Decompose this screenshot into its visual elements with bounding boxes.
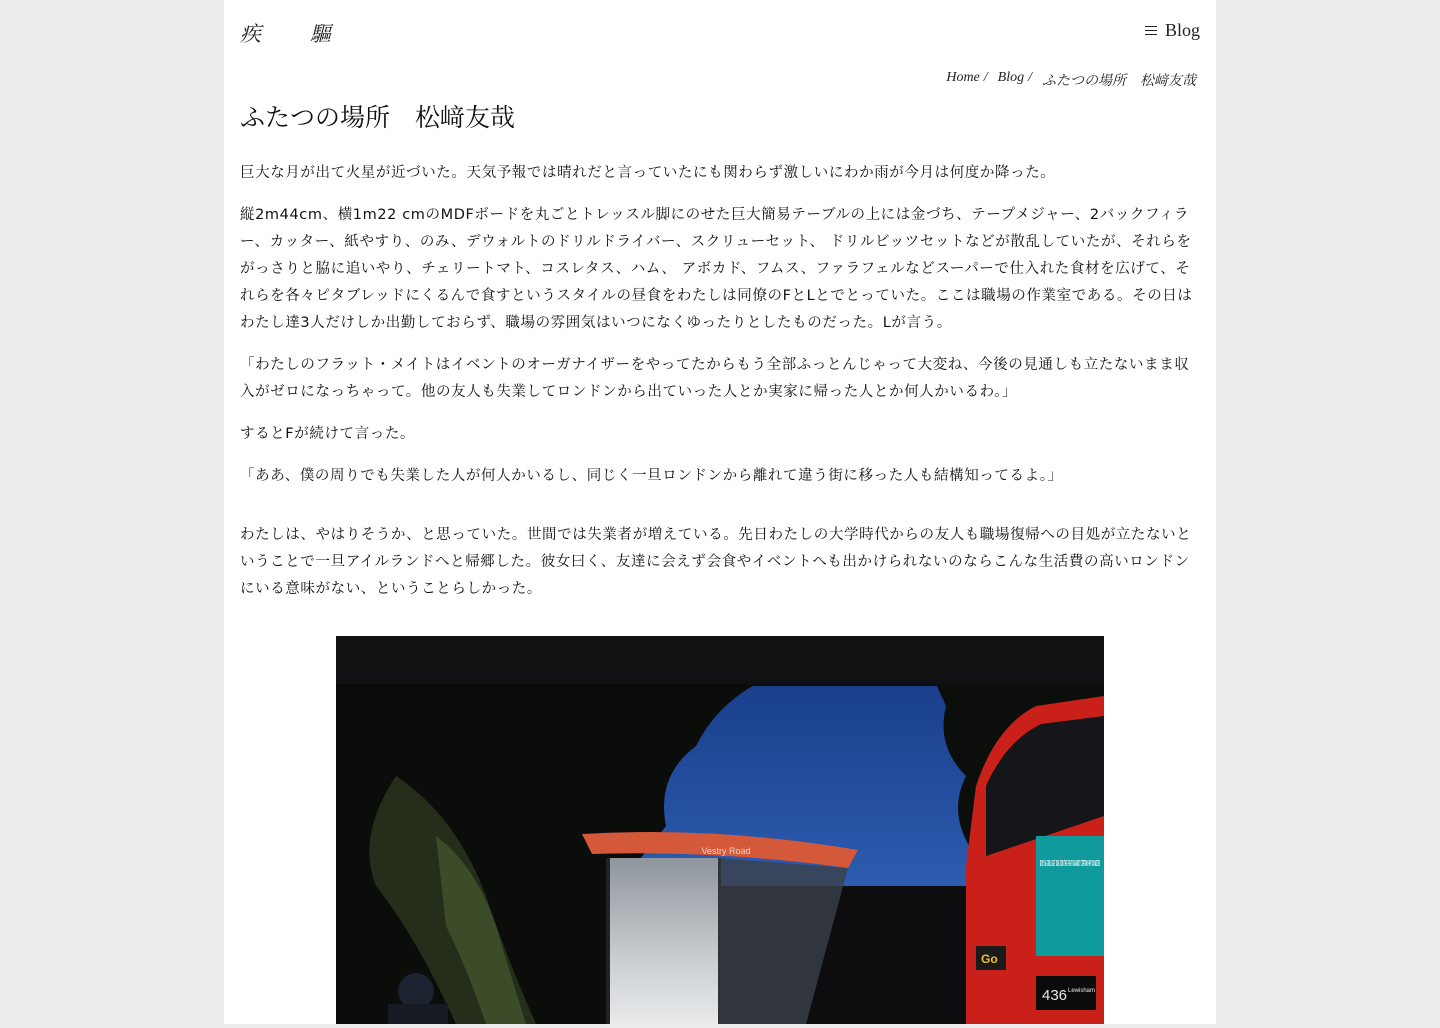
article-paragraph: 「ああ、僕の周りでも失業した人が何人かいるし、同じく一旦ロンドンから離れて違う街に移った人も結構知ってるよ。」 bbox=[240, 468, 1063, 484]
breadcrumb-separator: / bbox=[1028, 70, 1032, 85]
bus-brand-text: Go bbox=[981, 952, 998, 966]
breadcrumb-blog-link[interactable]: Blog bbox=[997, 70, 1025, 85]
bus-route-text: 436 bbox=[1042, 987, 1068, 1004]
article-paragraph: 巨大な月が出て火星が近づいた。天気予報では晴れだと言っていたにも関わらず激しいにわか雨が今月は何度か降った。 bbox=[240, 165, 1056, 181]
shelter-sign-text: Vestry Road bbox=[701, 846, 751, 856]
article-paragraph: 縦2m44cm、横1m22 cmのMDFボードを丸ごとトレッスル脚にのせた巨大簡易テーブルの上には金づち、テープメジャー、2バックフィラー、カッター、紙やすり、のみ、デウォルトのドリルドライバー、スクリューセット、 ドリルビッツセットなどが散乱していたが、それらをがっさりと脇に追いやり、チェリートマト、コスレタス、ハム、 アボカド、フムス、ファラフェルなどスーパーで仕入れた食材を広げて、それらを各々ピタブレッドにくるんで食すというスタイルの昼食をわたしは同僚のFとLとでとっていた。ここは職場の作業室である。その日はわたし達3人だけしか出勤しておらず、職場の雰囲気はいつになくゆったりとしたものだった。Lが言う。 bbox=[240, 207, 1193, 331]
site-logo[interactable]: 疾 驅 bbox=[240, 22, 345, 46]
site-header bbox=[240, 0, 1200, 64]
page-title: ふたつの場所 松﨑友哉 bbox=[240, 103, 516, 132]
article-body bbox=[240, 160, 1200, 618]
bus-stop-photo bbox=[336, 636, 1104, 1024]
article-paragraph: するとFが続けて言った。 bbox=[240, 426, 416, 442]
hamburger-icon[interactable] bbox=[1145, 26, 1157, 36]
article-photo bbox=[336, 636, 1104, 1024]
breadcrumb-home-link[interactable]: Home bbox=[946, 70, 980, 85]
page bbox=[224, 0, 1216, 1024]
breadcrumb-current: ふたつの場所 松﨑友哉 bbox=[1042, 74, 1196, 89]
blog-menu-button[interactable] bbox=[1145, 20, 1200, 41]
article-paragraph: 「わたしのフラット・メイトはイベントのオーガナイザーをやってたからもう全部ふっとんじゃって大変ね、今後の見通しも立たないまま収入がゼロになっちゃって。他の友人も失業してロンドンから出ていった人とか実家に帰った人とか何人かいるわ。」 bbox=[240, 357, 1190, 400]
breadcrumb-separator: / bbox=[983, 70, 988, 85]
article-paragraph: わたしは、やはりそうか、と思っていた。世間では失業者が増えている。先日わたしの大学時代からの友人も職場復帰への目処が立たないということで一旦アイルランドへと帰郷した。彼女曰く、友達に会えず会食やイベントへも出かけられないのならこんな生活費の高いロンドンにいる意味がない、ということらしかった。 bbox=[240, 527, 1192, 597]
blog-menu-label[interactable]: Blog bbox=[1164, 20, 1200, 40]
bus-destination-text: Lewisham bbox=[1068, 988, 1096, 994]
bus-ad-text: BOYS & GIRLS GET ONE JOIN THE FIGHT AGAINST CERTAIN HPV CANCERS bbox=[1040, 859, 1101, 868]
breadcrumb bbox=[946, 70, 1196, 90]
